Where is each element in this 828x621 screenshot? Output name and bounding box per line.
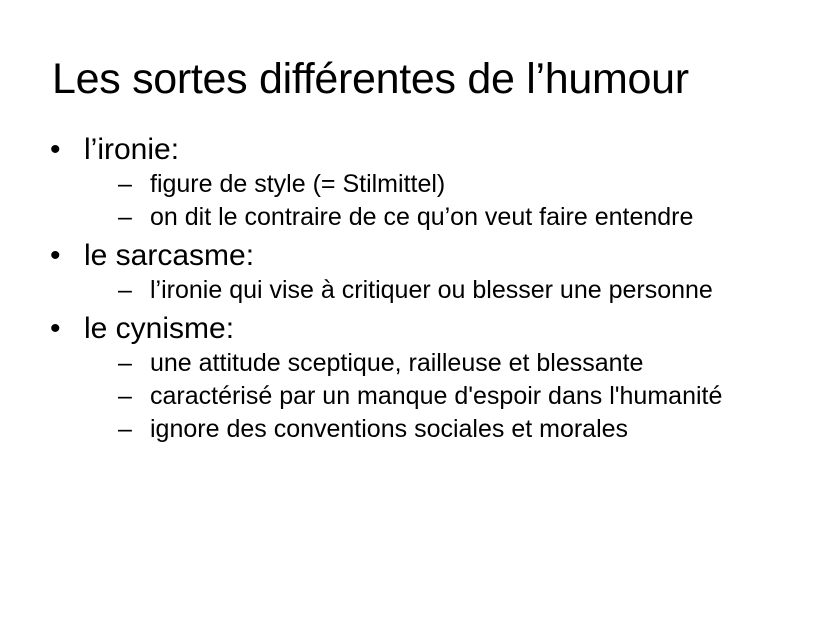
slide-title: Les sortes différentes de l’humour bbox=[52, 55, 689, 103]
bullet-item-ironie bbox=[50, 130, 790, 232]
bullet-item-cynisme bbox=[50, 309, 790, 444]
sub-item-text: caractérisé par un manque d'espoir dans l'humanité bbox=[150, 382, 723, 410]
sub-item-text: figure de style (= Stilmittel) bbox=[150, 170, 446, 198]
dash-icon: – bbox=[118, 349, 132, 377]
sub-item-text: une attitude sceptique, railleuse et blessante bbox=[150, 349, 644, 377]
sub-item bbox=[118, 415, 790, 444]
bullet-dot-icon: • bbox=[50, 239, 61, 272]
bullet-dot-icon: • bbox=[50, 133, 61, 166]
dash-icon: – bbox=[118, 415, 132, 443]
dash-icon: – bbox=[118, 382, 132, 410]
sub-item bbox=[118, 203, 790, 232]
bullet-dot-icon: • bbox=[50, 312, 61, 345]
bullet-text: le sarcasme: bbox=[84, 239, 255, 272]
sub-item-text: ignore des conventions sociales et morales bbox=[150, 415, 629, 443]
sub-list bbox=[84, 276, 790, 305]
sub-item bbox=[118, 170, 790, 199]
sub-item bbox=[118, 382, 790, 411]
dash-icon: – bbox=[118, 203, 132, 231]
bullet-text: l’ironie: bbox=[84, 133, 180, 166]
dash-icon: – bbox=[118, 170, 132, 198]
sub-item bbox=[118, 349, 790, 378]
bullet-item-sarcasme bbox=[50, 236, 790, 305]
sub-list bbox=[84, 170, 790, 232]
sub-list bbox=[84, 349, 790, 444]
sub-item-text: on dit le contraire de ce qu’on veut faire entendre bbox=[150, 203, 694, 231]
dash-icon: – bbox=[118, 276, 132, 304]
bullet-text: le cynisme: bbox=[84, 312, 235, 345]
sub-item bbox=[118, 276, 790, 305]
sub-item-text: l’ironie qui vise à critiquer ou blesser une personne bbox=[150, 276, 713, 304]
bullet-list bbox=[50, 130, 790, 448]
